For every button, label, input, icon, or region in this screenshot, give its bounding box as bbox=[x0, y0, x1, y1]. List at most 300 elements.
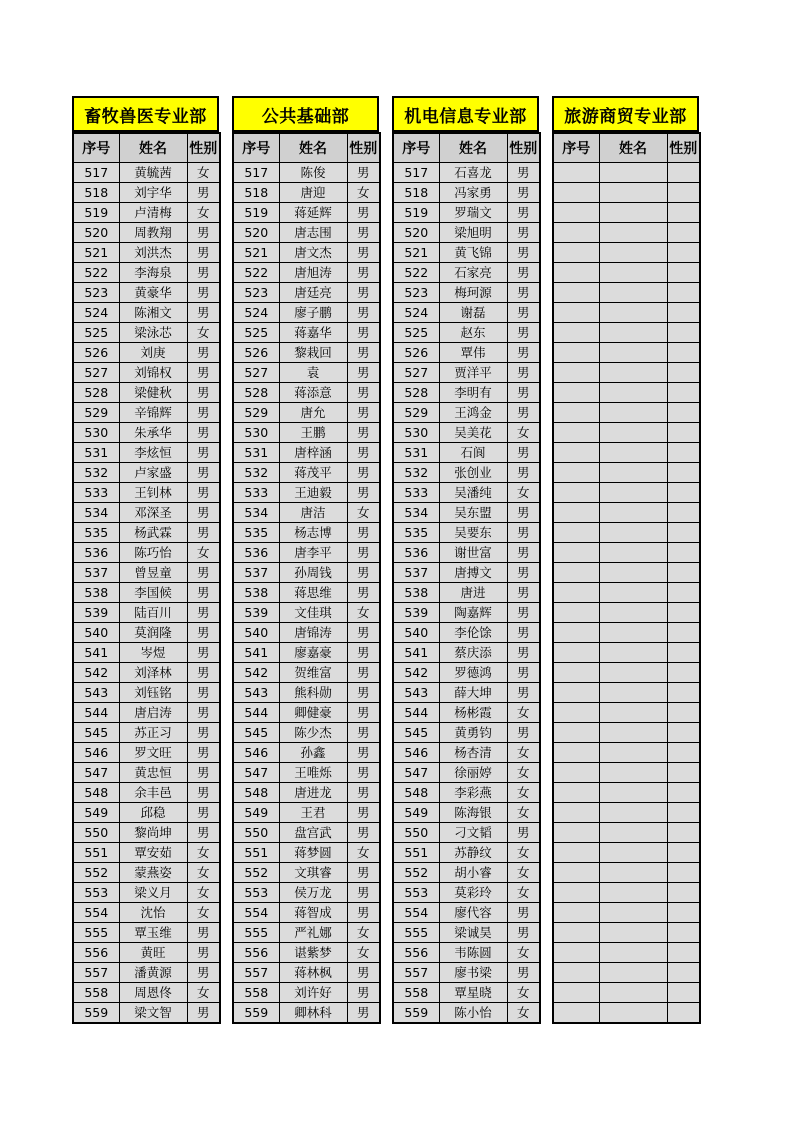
cell-number bbox=[553, 403, 599, 423]
table-row bbox=[553, 403, 700, 423]
cell-number: 558 bbox=[393, 983, 439, 1003]
cell-number: 527 bbox=[73, 363, 119, 383]
table-row bbox=[233, 923, 380, 943]
cell-name: 唐搏文 bbox=[439, 563, 507, 583]
cell-number: 556 bbox=[73, 943, 119, 963]
cell-sex: 男 bbox=[187, 943, 220, 963]
table-row bbox=[233, 823, 380, 843]
cell-name: 辛锦辉 bbox=[119, 403, 187, 423]
table-row bbox=[233, 363, 380, 383]
cell-sex: 男 bbox=[187, 343, 220, 363]
cell-number: 526 bbox=[233, 343, 279, 363]
cell-number: 546 bbox=[233, 743, 279, 763]
cell-number bbox=[553, 663, 599, 683]
cell-name: 曾昱童 bbox=[119, 563, 187, 583]
table-row bbox=[553, 163, 700, 183]
cell-sex: 女 bbox=[347, 943, 380, 963]
department-table-animal-husbandry bbox=[72, 96, 219, 1024]
cell-sex: 女 bbox=[187, 323, 220, 343]
table-row bbox=[233, 463, 380, 483]
table-row bbox=[73, 463, 220, 483]
cell-sex: 男 bbox=[347, 883, 380, 903]
cell-name: 孙鑫 bbox=[279, 743, 347, 763]
cell-sex: 男 bbox=[347, 763, 380, 783]
cell-name: 王迪毅 bbox=[279, 483, 347, 503]
cell-sex: 男 bbox=[187, 283, 220, 303]
cell-sex bbox=[667, 423, 700, 443]
cell-name: 刘泽林 bbox=[119, 663, 187, 683]
cell-name: 蔡庆添 bbox=[439, 643, 507, 663]
cell-name bbox=[599, 463, 667, 483]
cell-sex: 男 bbox=[187, 183, 220, 203]
cell-name bbox=[599, 943, 667, 963]
cell-number bbox=[553, 343, 599, 363]
cell-sex bbox=[667, 1003, 700, 1024]
cell-sex: 男 bbox=[507, 683, 540, 703]
table-row bbox=[553, 443, 700, 463]
cell-name: 蒋智成 bbox=[279, 903, 347, 923]
cell-name: 杨彬霞 bbox=[439, 703, 507, 723]
cell-number bbox=[553, 463, 599, 483]
table-row bbox=[73, 623, 220, 643]
cell-name: 蒋延辉 bbox=[279, 203, 347, 223]
cell-sex: 男 bbox=[507, 163, 540, 183]
table-row bbox=[73, 583, 220, 603]
cell-number bbox=[553, 963, 599, 983]
cell-name: 唐洁 bbox=[279, 503, 347, 523]
cell-name bbox=[599, 623, 667, 643]
cell-sex: 男 bbox=[347, 263, 380, 283]
cell-sex bbox=[667, 923, 700, 943]
cell-name: 唐迎 bbox=[279, 183, 347, 203]
table-row bbox=[393, 323, 540, 343]
cell-number bbox=[553, 1003, 599, 1024]
cell-sex: 男 bbox=[187, 523, 220, 543]
table-row bbox=[393, 503, 540, 523]
cell-number bbox=[553, 303, 599, 323]
cell-sex: 男 bbox=[507, 923, 540, 943]
table-row bbox=[393, 443, 540, 463]
cell-name: 刁文韬 bbox=[439, 823, 507, 843]
cell-name bbox=[599, 163, 667, 183]
cell-number bbox=[553, 723, 599, 743]
cell-name: 莫彩玲 bbox=[439, 883, 507, 903]
table-row bbox=[73, 803, 220, 823]
cell-number: 533 bbox=[393, 483, 439, 503]
cell-name: 王鸿金 bbox=[439, 403, 507, 423]
cell-number: 555 bbox=[73, 923, 119, 943]
cell-name bbox=[599, 663, 667, 683]
cell-name bbox=[599, 783, 667, 803]
cell-name: 杨武霖 bbox=[119, 523, 187, 543]
cell-number: 548 bbox=[233, 783, 279, 803]
table-row bbox=[393, 343, 540, 363]
cell-number: 543 bbox=[73, 683, 119, 703]
cell-name: 陈湘文 bbox=[119, 303, 187, 323]
cell-sex: 男 bbox=[187, 263, 220, 283]
cell-name: 唐进龙 bbox=[279, 783, 347, 803]
cell-number: 538 bbox=[233, 583, 279, 603]
cell-name: 潘黄源 bbox=[119, 963, 187, 983]
cell-name: 卢家盛 bbox=[119, 463, 187, 483]
cell-name: 廖嘉豪 bbox=[279, 643, 347, 663]
table-row bbox=[233, 883, 380, 903]
table-row bbox=[393, 563, 540, 583]
cell-number: 517 bbox=[73, 163, 119, 183]
cell-number: 538 bbox=[393, 583, 439, 603]
cell-sex bbox=[667, 343, 700, 363]
table-row bbox=[393, 423, 540, 443]
cell-number: 527 bbox=[393, 363, 439, 383]
cell-name: 莫润隆 bbox=[119, 623, 187, 643]
cell-name: 刘庚 bbox=[119, 343, 187, 363]
cell-sex: 男 bbox=[187, 423, 220, 443]
table-row bbox=[393, 483, 540, 503]
cell-sex: 男 bbox=[347, 483, 380, 503]
table-row bbox=[73, 303, 220, 323]
cell-number: 529 bbox=[233, 403, 279, 423]
cell-name bbox=[599, 323, 667, 343]
table-row bbox=[233, 903, 380, 923]
cell-number bbox=[553, 523, 599, 543]
cell-number bbox=[553, 203, 599, 223]
column-header-number: 序号 bbox=[73, 133, 119, 163]
cell-name: 廖代容 bbox=[439, 903, 507, 923]
table-row bbox=[73, 343, 220, 363]
cell-number: 547 bbox=[393, 763, 439, 783]
cell-name: 卿健豪 bbox=[279, 703, 347, 723]
cell-name: 罗文旺 bbox=[119, 743, 187, 763]
table-row bbox=[393, 623, 540, 643]
cell-number: 547 bbox=[233, 763, 279, 783]
cell-number: 541 bbox=[393, 643, 439, 663]
table-row bbox=[73, 963, 220, 983]
cell-name: 唐廷亮 bbox=[279, 283, 347, 303]
cell-name: 陆百川 bbox=[119, 603, 187, 623]
cell-sex: 男 bbox=[347, 703, 380, 723]
table-row bbox=[393, 943, 540, 963]
cell-sex: 男 bbox=[347, 363, 380, 383]
cell-number bbox=[553, 883, 599, 903]
cell-sex: 男 bbox=[507, 283, 540, 303]
cell-name: 黄忠恒 bbox=[119, 763, 187, 783]
cell-sex: 男 bbox=[507, 603, 540, 623]
cell-sex: 男 bbox=[507, 563, 540, 583]
table-row bbox=[73, 763, 220, 783]
cell-sex bbox=[667, 963, 700, 983]
cell-number: 543 bbox=[393, 683, 439, 703]
table-row bbox=[73, 923, 220, 943]
cell-number: 549 bbox=[233, 803, 279, 823]
cell-sex: 男 bbox=[347, 223, 380, 243]
cell-number bbox=[553, 603, 599, 623]
cell-number: 526 bbox=[73, 343, 119, 363]
table-row bbox=[233, 863, 380, 883]
table-row bbox=[73, 223, 220, 243]
table-row bbox=[73, 423, 220, 443]
table-row bbox=[393, 983, 540, 1003]
cell-name: 刘钰铭 bbox=[119, 683, 187, 703]
cell-number: 531 bbox=[73, 443, 119, 463]
cell-sex: 男 bbox=[347, 583, 380, 603]
cell-sex bbox=[667, 643, 700, 663]
cell-number: 530 bbox=[393, 423, 439, 443]
cell-sex: 男 bbox=[347, 723, 380, 743]
table-row bbox=[553, 203, 700, 223]
table-row bbox=[393, 363, 540, 383]
cell-name: 梁义月 bbox=[119, 883, 187, 903]
cell-number: 535 bbox=[233, 523, 279, 543]
cell-sex: 男 bbox=[507, 443, 540, 463]
table-row bbox=[553, 823, 700, 843]
cell-sex bbox=[667, 623, 700, 643]
cell-name bbox=[599, 843, 667, 863]
cell-sex: 男 bbox=[347, 863, 380, 883]
cell-name: 朱承华 bbox=[119, 423, 187, 443]
cell-sex bbox=[667, 403, 700, 423]
cell-sex bbox=[667, 723, 700, 743]
table-row bbox=[393, 303, 540, 323]
cell-number: 534 bbox=[73, 503, 119, 523]
cell-name: 梁文智 bbox=[119, 1003, 187, 1024]
cell-name: 陈海银 bbox=[439, 803, 507, 823]
cell-number: 552 bbox=[73, 863, 119, 883]
table-row bbox=[553, 243, 700, 263]
cell-sex: 男 bbox=[187, 243, 220, 263]
cell-number bbox=[553, 423, 599, 443]
table-row bbox=[233, 803, 380, 823]
cell-name: 李明有 bbox=[439, 383, 507, 403]
cell-name: 罗德鸿 bbox=[439, 663, 507, 683]
table-row bbox=[233, 943, 380, 963]
table-row bbox=[393, 523, 540, 543]
table-row bbox=[233, 423, 380, 443]
table-row bbox=[233, 983, 380, 1003]
cell-name bbox=[599, 443, 667, 463]
cell-sex bbox=[667, 663, 700, 683]
cell-name: 梁泳芯 bbox=[119, 323, 187, 343]
cell-sex: 女 bbox=[187, 903, 220, 923]
cell-sex: 女 bbox=[507, 943, 540, 963]
cell-name: 黄毓茜 bbox=[119, 163, 187, 183]
cell-number: 542 bbox=[393, 663, 439, 683]
cell-number bbox=[553, 703, 599, 723]
cell-name: 唐李平 bbox=[279, 543, 347, 563]
cell-number: 520 bbox=[393, 223, 439, 243]
roster-table bbox=[552, 132, 701, 1024]
cell-number: 536 bbox=[233, 543, 279, 563]
cell-sex: 男 bbox=[187, 763, 220, 783]
cell-sex: 男 bbox=[187, 363, 220, 383]
cell-sex: 女 bbox=[507, 883, 540, 903]
cell-sex: 男 bbox=[347, 283, 380, 303]
cell-number: 557 bbox=[233, 963, 279, 983]
table-row bbox=[553, 923, 700, 943]
table-row bbox=[393, 843, 540, 863]
table-row bbox=[73, 723, 220, 743]
table-row bbox=[233, 523, 380, 543]
cell-name: 徐丽婷 bbox=[439, 763, 507, 783]
cell-sex bbox=[667, 383, 700, 403]
cell-sex bbox=[667, 263, 700, 283]
table-row bbox=[393, 703, 540, 723]
column-header-sex: 性别 bbox=[507, 133, 540, 163]
cell-name: 严礼娜 bbox=[279, 923, 347, 943]
table-row bbox=[393, 583, 540, 603]
table-row bbox=[553, 963, 700, 983]
cell-name: 王鹏 bbox=[279, 423, 347, 443]
cell-name bbox=[599, 223, 667, 243]
table-row bbox=[553, 663, 700, 683]
cell-name: 卢清梅 bbox=[119, 203, 187, 223]
cell-number: 545 bbox=[73, 723, 119, 743]
cell-name: 卿林科 bbox=[279, 1003, 347, 1024]
cell-sex: 男 bbox=[347, 203, 380, 223]
table-row bbox=[73, 863, 220, 883]
cell-number: 536 bbox=[73, 543, 119, 563]
table-row bbox=[73, 403, 220, 423]
table-row bbox=[233, 183, 380, 203]
table-row bbox=[393, 463, 540, 483]
cell-number: 530 bbox=[73, 423, 119, 443]
cell-sex: 男 bbox=[187, 783, 220, 803]
table-row bbox=[73, 283, 220, 303]
cell-number: 540 bbox=[393, 623, 439, 643]
table-row bbox=[553, 623, 700, 643]
table-row bbox=[393, 823, 540, 843]
cell-name: 陈巧怡 bbox=[119, 543, 187, 563]
table-row bbox=[233, 763, 380, 783]
table-row bbox=[73, 643, 220, 663]
cell-number: 559 bbox=[233, 1003, 279, 1024]
cell-sex: 男 bbox=[187, 503, 220, 523]
table-row bbox=[233, 323, 380, 343]
cell-number bbox=[553, 923, 599, 943]
cell-name bbox=[599, 923, 667, 943]
table-row bbox=[393, 643, 540, 663]
cell-number: 551 bbox=[73, 843, 119, 863]
cell-sex: 男 bbox=[347, 683, 380, 703]
cell-name: 邓深圣 bbox=[119, 503, 187, 523]
column-header-number: 序号 bbox=[553, 133, 599, 163]
department-table-electromechanical bbox=[392, 96, 539, 1024]
cell-number: 523 bbox=[73, 283, 119, 303]
cell-sex: 男 bbox=[347, 803, 380, 823]
table-row bbox=[73, 263, 220, 283]
cell-name: 苏正习 bbox=[119, 723, 187, 743]
cell-name: 冯家勇 bbox=[439, 183, 507, 203]
table-row bbox=[393, 263, 540, 283]
table-row bbox=[393, 923, 540, 943]
cell-name: 石喜龙 bbox=[439, 163, 507, 183]
cell-sex bbox=[667, 163, 700, 183]
table-row bbox=[553, 903, 700, 923]
table-row bbox=[233, 1003, 380, 1024]
cell-number: 540 bbox=[73, 623, 119, 643]
table-row bbox=[553, 743, 700, 763]
cell-sex: 男 bbox=[187, 383, 220, 403]
cell-name bbox=[599, 963, 667, 983]
table-row bbox=[233, 243, 380, 263]
cell-name: 石阆 bbox=[439, 443, 507, 463]
cell-name: 谌紫梦 bbox=[279, 943, 347, 963]
department-table-tourism-commerce bbox=[552, 96, 699, 1024]
cell-name: 蒋添意 bbox=[279, 383, 347, 403]
cell-name: 赵东 bbox=[439, 323, 507, 343]
cell-number: 524 bbox=[233, 303, 279, 323]
cell-name bbox=[599, 703, 667, 723]
cell-name bbox=[599, 603, 667, 623]
cell-name: 贾洋平 bbox=[439, 363, 507, 383]
cell-sex: 男 bbox=[347, 383, 380, 403]
cell-sex: 男 bbox=[347, 623, 380, 643]
cell-number: 549 bbox=[73, 803, 119, 823]
cell-name bbox=[599, 723, 667, 743]
cell-number bbox=[553, 643, 599, 663]
cell-number: 554 bbox=[233, 903, 279, 923]
cell-number: 523 bbox=[393, 283, 439, 303]
table-row bbox=[73, 483, 220, 503]
cell-name: 陈小怡 bbox=[439, 1003, 507, 1024]
table-row bbox=[233, 663, 380, 683]
table-row bbox=[553, 283, 700, 303]
table-row bbox=[73, 703, 220, 723]
cell-sex: 男 bbox=[507, 323, 540, 343]
cell-number: 555 bbox=[233, 923, 279, 943]
cell-number: 552 bbox=[393, 863, 439, 883]
cell-number bbox=[553, 783, 599, 803]
table-row bbox=[553, 723, 700, 743]
cell-name bbox=[599, 343, 667, 363]
table-row bbox=[553, 983, 700, 1003]
cell-number bbox=[553, 363, 599, 383]
cell-number: 558 bbox=[73, 983, 119, 1003]
department-title: 畜牧兽医专业部 bbox=[72, 96, 219, 132]
table-row bbox=[73, 163, 220, 183]
cell-number bbox=[553, 183, 599, 203]
cell-name: 盘宫武 bbox=[279, 823, 347, 843]
cell-sex: 男 bbox=[187, 603, 220, 623]
cell-sex: 男 bbox=[347, 663, 380, 683]
cell-name: 唐旭涛 bbox=[279, 263, 347, 283]
cell-name: 李炫恒 bbox=[119, 443, 187, 463]
cell-number: 525 bbox=[233, 323, 279, 343]
cell-number: 532 bbox=[73, 463, 119, 483]
table-row bbox=[73, 243, 220, 263]
cell-number: 518 bbox=[233, 183, 279, 203]
cell-name bbox=[599, 583, 667, 603]
table-row bbox=[553, 1003, 700, 1024]
cell-name: 苏静纹 bbox=[439, 843, 507, 863]
cell-number: 528 bbox=[233, 383, 279, 403]
cell-sex bbox=[667, 303, 700, 323]
cell-sex: 女 bbox=[347, 843, 380, 863]
cell-sex: 男 bbox=[507, 903, 540, 923]
cell-name: 唐进 bbox=[439, 583, 507, 603]
table-row bbox=[393, 743, 540, 763]
cell-name: 李伦馀 bbox=[439, 623, 507, 643]
cell-sex: 男 bbox=[507, 383, 540, 403]
cell-sex: 男 bbox=[187, 963, 220, 983]
cell-number: 543 bbox=[233, 683, 279, 703]
cell-number: 553 bbox=[233, 883, 279, 903]
cell-name: 李海泉 bbox=[119, 263, 187, 283]
cell-name: 唐允 bbox=[279, 403, 347, 423]
table-row bbox=[233, 543, 380, 563]
cell-sex: 男 bbox=[187, 703, 220, 723]
table-row bbox=[73, 783, 220, 803]
cell-number: 545 bbox=[393, 723, 439, 743]
